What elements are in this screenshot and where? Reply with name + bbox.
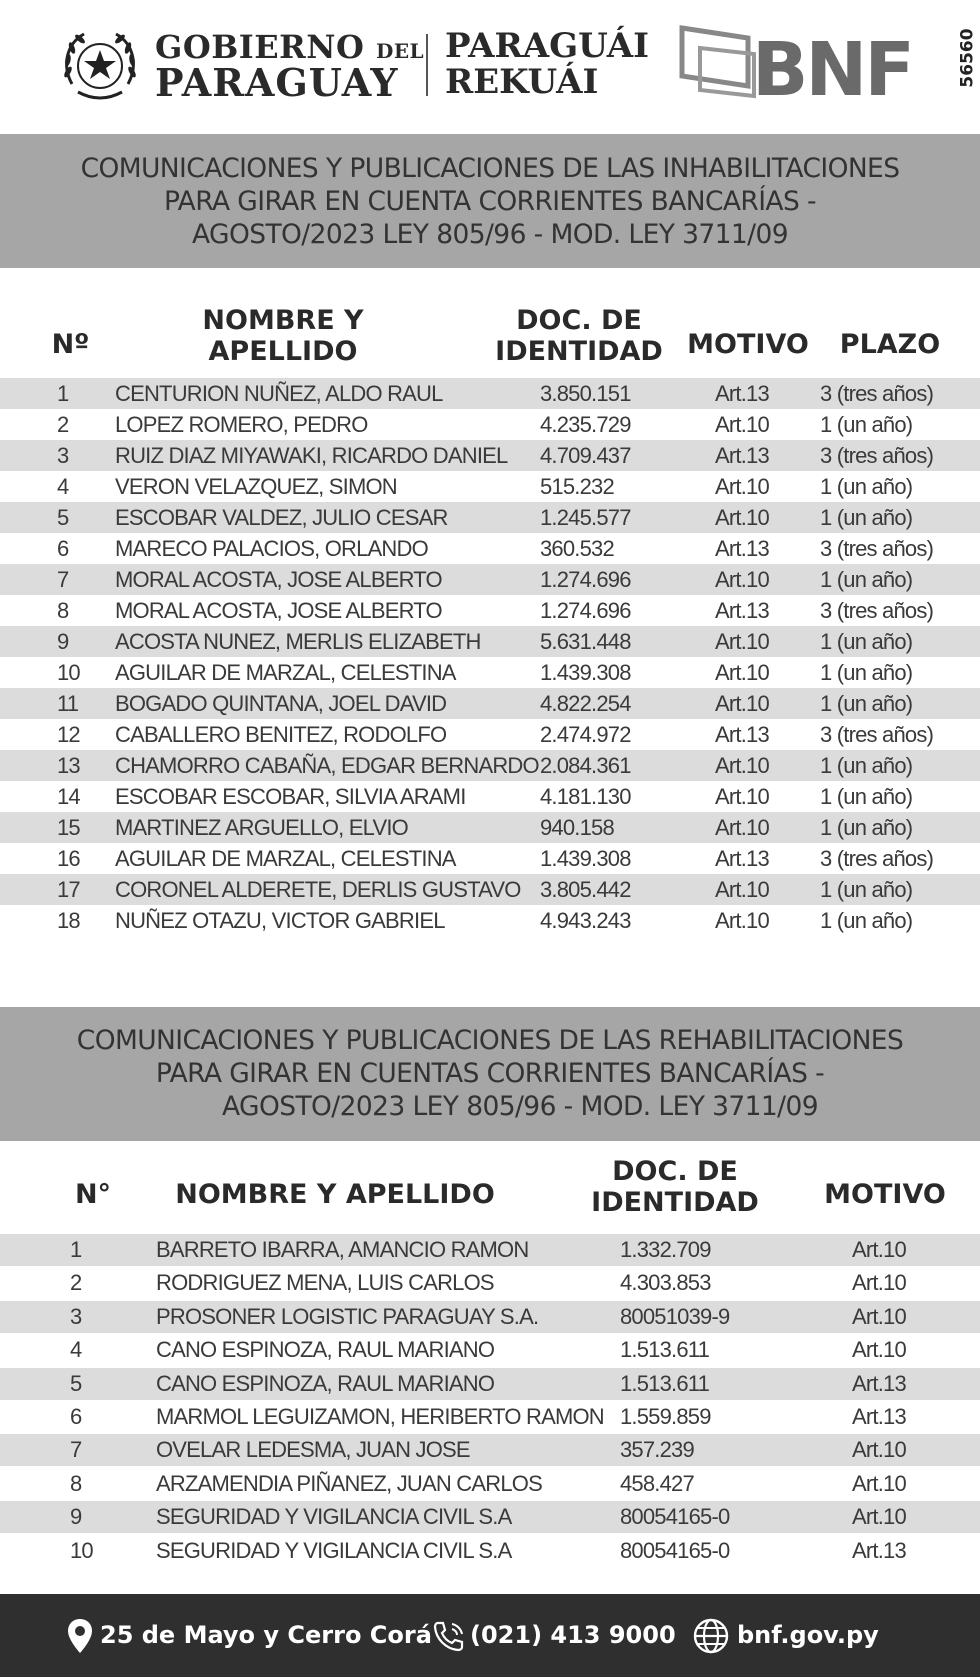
row-motivo: Art.10 <box>715 815 769 840</box>
row-motivo: Art.10 <box>852 1470 906 1496</box>
phone-icon <box>432 1620 466 1652</box>
section2-title-band <box>0 1007 980 1141</box>
row-motivo: Art.13 <box>715 443 769 468</box>
row-doc: 1.274.696 <box>540 598 631 623</box>
footer-phone[interactable]: (021) 413 9000 <box>470 1621 676 1649</box>
row-doc: 3.850.151 <box>540 381 631 406</box>
row-motivo: Art.10 <box>852 1303 906 1329</box>
table-row <box>0 1535 980 1567</box>
table-row <box>0 564 980 595</box>
row-number: 8 <box>57 598 69 623</box>
table-row <box>0 1267 980 1299</box>
row-motivo: Art.10 <box>715 877 769 902</box>
section2-title-line1: COMUNICACIONES Y PUBLICACIONES DE LAS REHABILITACIONES <box>76 1025 904 1056</box>
row-plazo: 1 (un año) <box>820 877 913 902</box>
row-doc: 515.232 <box>540 474 614 499</box>
row-plazo: 1 (un año) <box>820 908 913 933</box>
section1-title-band <box>0 134 980 268</box>
row-plazo: 3 (tres años) <box>820 722 934 747</box>
section2-title-line2: PARA GIRAR EN CUENTAS CORRIENTES BANCARÍAS - <box>155 1058 825 1089</box>
section2-header-motivo: MOTIVO <box>824 1179 946 1210</box>
row-number: 5 <box>57 505 69 530</box>
row-motivo: Art.13 <box>715 846 769 871</box>
section1-title-line3: AGOSTO/2023 LEY 805/96 - MOD. LEY 3711/09 <box>191 219 789 250</box>
row-number: 8 <box>70 1470 82 1496</box>
row-plazo: 1 (un año) <box>820 505 913 530</box>
row-number: 2 <box>70 1270 82 1296</box>
table-row <box>0 812 980 843</box>
row-number: 7 <box>70 1437 82 1463</box>
row-number: 9 <box>57 629 69 654</box>
row-number: 10 <box>70 1537 93 1563</box>
row-plazo: 3 (tres años) <box>820 443 934 468</box>
table-row <box>0 1401 980 1433</box>
row-doc: 1.513.611 <box>620 1370 710 1396</box>
table-row <box>0 533 980 564</box>
row-motivo: Art.13 <box>715 536 769 561</box>
table-row <box>0 1234 980 1266</box>
row-doc: 4.303.853 <box>620 1270 711 1296</box>
row-doc: 458.427 <box>620 1470 694 1496</box>
section2-header-name: NOMBRE Y APELLIDO <box>175 1179 495 1210</box>
row-number: 16 <box>57 846 80 871</box>
row-number: 3 <box>70 1303 82 1329</box>
row-doc: 80054165-0 <box>620 1537 730 1563</box>
row-number: 10 <box>57 660 80 685</box>
row-name: ACOSTA NUNEZ, MERLIS ELIZABETH <box>115 629 481 654</box>
row-plazo: 1 (un año) <box>820 784 913 809</box>
row-doc: 940.158 <box>540 815 614 840</box>
section1-title-line2: PARA GIRAR EN CUENTA CORRIENTES BANCARÍAS - <box>164 186 816 217</box>
slogan-line2: REKUÁI <box>445 62 599 102</box>
row-motivo: Art.13 <box>715 598 769 623</box>
row-number: 7 <box>57 567 69 592</box>
table-row <box>0 750 980 781</box>
table-row <box>0 378 980 409</box>
table-row <box>0 874 980 905</box>
row-number: 18 <box>57 908 80 933</box>
row-doc: 80054165-0 <box>620 1504 730 1530</box>
row-name: MORAL ACOSTA, JOSE ALBERTO <box>115 567 442 592</box>
header-divider <box>426 34 428 96</box>
row-name: MARMOL LEGUIZAMON, HERIBERTO RAMON <box>156 1404 604 1429</box>
row-name: PROSONER LOGISTIC PARAGUAY S.A. <box>156 1303 539 1329</box>
table-row <box>0 1368 980 1400</box>
section2-title-line3: AGOSTO/2023 LEY 805/96 - MOD. LEY 3711/09 <box>221 1091 819 1122</box>
row-number: 14 <box>57 784 80 809</box>
row-number: 2 <box>57 412 69 437</box>
row-number: 11 <box>57 691 79 716</box>
row-number: 13 <box>57 753 80 778</box>
slogan-line1: PARAGUÁI <box>445 26 650 66</box>
row-motivo: Art.10 <box>715 908 769 933</box>
row-doc: 1.245.577 <box>540 505 631 530</box>
row-name: MORAL ACOSTA, JOSE ALBERTO <box>115 598 442 623</box>
table-row <box>0 1468 980 1500</box>
row-doc: 3.805.442 <box>540 877 631 902</box>
row-doc: 80051039-9 <box>620 1303 730 1329</box>
row-doc: 360.532 <box>540 536 614 561</box>
row-plazo: 3 (tres años) <box>820 598 934 623</box>
table-row <box>0 657 980 688</box>
row-name: BARRETO IBARRA, AMANCIO RAMON <box>156 1237 529 1262</box>
row-motivo: Art.10 <box>715 629 769 654</box>
row-number: 4 <box>70 1337 82 1363</box>
row-number: 1 <box>70 1237 82 1262</box>
row-name: CHAMORRO CABAÑA, EDGAR BERNARDO <box>115 753 539 778</box>
row-name: ESCOBAR VALDEZ, JULIO CESAR <box>115 505 448 530</box>
row-number: 15 <box>57 815 80 840</box>
row-name: OVELAR LEDESMA, JUAN JOSE <box>156 1437 470 1463</box>
row-number: 5 <box>70 1370 82 1396</box>
row-number: 17 <box>57 877 80 902</box>
table-row <box>0 843 980 874</box>
row-number: 6 <box>70 1404 82 1429</box>
row-name: CENTURION NUÑEZ, ALDO RAUL <box>115 381 443 406</box>
row-name: BOGADO QUINTANA, JOEL DAVID <box>115 691 447 716</box>
row-doc: 1.559.859 <box>620 1404 711 1429</box>
row-motivo: Art.10 <box>852 1437 906 1463</box>
row-doc: 1.274.696 <box>540 567 631 592</box>
row-motivo: Art.10 <box>852 1237 906 1262</box>
row-name: MARECO PALACIOS, ORLANDO <box>115 536 428 561</box>
row-name: SEGURIDAD Y VIGILANCIA CIVIL S.A <box>156 1537 512 1563</box>
section1-header-plazo: PLAZO <box>839 329 941 360</box>
row-plazo: 1 (un año) <box>820 474 913 499</box>
row-motivo: Art.10 <box>715 691 769 716</box>
row-number: 3 <box>57 443 69 468</box>
row-plazo: 3 (tres años) <box>820 846 934 871</box>
row-number: 1 <box>57 381 69 406</box>
row-motivo: Art.10 <box>852 1504 906 1530</box>
table-row <box>0 626 980 657</box>
row-doc: 5.631.448 <box>540 629 631 654</box>
row-doc: 4.235.729 <box>540 412 631 437</box>
section2-header-doc: DOC. DE IDENTIDAD <box>591 1156 759 1218</box>
row-doc: 1.513.611 <box>620 1337 710 1363</box>
row-plazo: 1 (un año) <box>820 412 913 437</box>
row-motivo: Art.13 <box>852 1370 906 1396</box>
row-plazo: 3 (tres años) <box>820 536 934 561</box>
row-doc: 1.439.308 <box>540 660 631 685</box>
row-name: MARTINEZ ARGUELLO, ELVIO <box>115 815 408 840</box>
row-number: 6 <box>57 536 69 561</box>
row-name: AGUILAR DE MARZAL, CELESTINA <box>115 846 456 871</box>
table-row <box>0 502 980 533</box>
row-motivo: Art.10 <box>715 753 769 778</box>
row-motivo: Art.10 <box>715 505 769 530</box>
row-doc: 1.332.709 <box>620 1237 711 1262</box>
row-name: CANO ESPINOZA, RAUL MARIANO <box>156 1337 495 1363</box>
row-name: CABALLERO BENITEZ, RODOLFO <box>115 722 447 747</box>
bnf-logo-text: BNF <box>752 27 912 113</box>
row-name: AGUILAR DE MARZAL, CELESTINA <box>115 660 456 685</box>
row-number: 12 <box>57 722 80 747</box>
row-name: NUÑEZ OTAZU, VICTOR GABRIEL <box>115 908 445 933</box>
row-number: 4 <box>57 474 69 499</box>
row-motivo: Art.13 <box>715 381 769 406</box>
footer-website[interactable]: bnf.gov.py <box>737 1621 879 1649</box>
national-seal-icon <box>58 26 142 106</box>
table-row <box>0 1434 980 1466</box>
publication-code: 56560 <box>957 28 978 88</box>
row-motivo: Art.10 <box>715 412 769 437</box>
row-motivo: Art.10 <box>715 474 769 499</box>
row-plazo: 1 (un año) <box>820 815 913 840</box>
row-name: LOPEZ ROMERO, PEDRO <box>115 412 368 437</box>
table-row <box>0 595 980 626</box>
table-row <box>0 471 980 502</box>
row-name: ESCOBAR ESCOBAR, SILVIA ARAMI <box>115 784 466 809</box>
row-name: RODRIGUEZ MENA, LUIS CARLOS <box>156 1270 494 1296</box>
table-row <box>0 440 980 471</box>
row-motivo: Art.10 <box>852 1270 906 1296</box>
row-doc: 4.822.254 <box>540 691 631 716</box>
footer-address: 25 de Mayo y Cerro Corá <box>100 1621 432 1649</box>
government-name-line2: PARAGUAY <box>155 60 399 105</box>
row-plazo: 3 (tres años) <box>820 381 934 406</box>
section1-header-doc: DOC. DE IDENTIDAD <box>495 305 663 367</box>
table-row <box>0 688 980 719</box>
row-motivo: Art.10 <box>715 567 769 592</box>
section2-header-num: N° <box>74 1179 112 1210</box>
row-doc: 4.181.130 <box>540 784 631 809</box>
row-name: CORONEL ALDERETE, DERLIS GUSTAVO <box>115 877 521 902</box>
row-motivo: Art.10 <box>715 784 769 809</box>
row-motivo: Art.13 <box>852 1404 906 1429</box>
page-header <box>0 0 980 134</box>
location-pin-icon <box>67 1618 93 1654</box>
row-number: 9 <box>70 1504 82 1530</box>
row-plazo: 1 (un año) <box>820 567 913 592</box>
row-name: VERON VELAZQUEZ, SIMON <box>115 474 397 499</box>
row-motivo: Art.10 <box>715 660 769 685</box>
row-motivo: Art.13 <box>715 722 769 747</box>
table-row <box>0 409 980 440</box>
table-row <box>0 1301 980 1333</box>
row-motivo: Art.13 <box>852 1537 906 1563</box>
row-doc: 2.084.361 <box>540 753 631 778</box>
table-row <box>0 1334 980 1366</box>
row-plazo: 1 (un año) <box>820 691 913 716</box>
section1-header-num: Nº <box>51 329 90 360</box>
row-name: CANO ESPINOZA, RAUL MARIANO <box>156 1370 495 1396</box>
government-name-line1: GOBIERNO DEL <box>155 28 425 66</box>
row-plazo: 1 (un año) <box>820 753 913 778</box>
row-doc: 357.239 <box>620 1437 694 1463</box>
table-row <box>0 781 980 812</box>
row-doc: 1.439.308 <box>540 846 631 871</box>
table-row <box>0 719 980 750</box>
section1-header-motivo: MOTIVO <box>687 329 809 360</box>
globe-icon <box>692 1617 730 1655</box>
table-row <box>0 905 980 936</box>
row-doc: 4.709.437 <box>540 443 631 468</box>
row-doc: 2.474.972 <box>540 722 631 747</box>
section1-title-line1: COMUNICACIONES Y PUBLICACIONES DE LAS INHABILITACIONES <box>80 153 900 184</box>
row-motivo: Art.10 <box>852 1337 906 1363</box>
row-doc: 4.943.243 <box>540 908 631 933</box>
table-row <box>0 1501 980 1533</box>
row-name: ARZAMENDIA PIÑANEZ, JUAN CARLOS <box>156 1470 542 1496</box>
page-footer <box>0 1594 980 1677</box>
row-plazo: 1 (un año) <box>820 629 913 654</box>
row-plazo: 1 (un año) <box>820 660 913 685</box>
row-name: RUIZ DIAZ MIYAWAKI, RICARDO DANIEL <box>115 443 508 468</box>
row-name: SEGURIDAD Y VIGILANCIA CIVIL S.A <box>156 1504 512 1530</box>
section1-header-name: NOMBRE Y APELLIDO <box>202 305 364 367</box>
